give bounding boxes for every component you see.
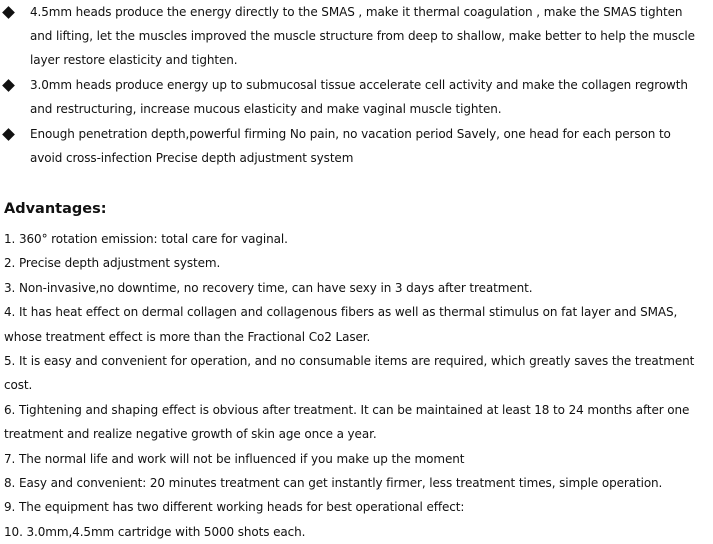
advantage-item: 10. 3.0mm,4.5mm cartridge with 5000 shots each. — [4, 524, 306, 539]
bullet-text: 3.0mm heads produce energy up to submucosal tissue accelerate cell activity and make the collagen regrowth and restructuring, increase mucous elasticity and make vaginal muscle tighten. — [30, 78, 688, 116]
advantage-item: 1. 360° rotation emission: total care for vaginal. — [4, 232, 288, 246]
bullet-text: Enough penetration depth,powerful firming No pain, no vacation period Savely, one head for each person to avoid cross-infection Precise depth adjustment system — [30, 127, 671, 165]
advantage-item: 5. It is easy and convenient for operation, and no consumable items are required, which greatly saves the treatment cost. — [4, 354, 695, 393]
advantage-item: 2. Precise depth adjustment system. — [4, 256, 221, 271]
bullet-text: 4.5mm heads produce the energy directly to the SMAS , make it thermal coagulation , make the SMAS tighten and lifting, let the muscles improved the muscle structure from deep to shallow, make better to help the muscle layer restore elasticity and tighten. — [30, 5, 695, 67]
advantage-item: 4. It has heat effect on dermal collagen and collagenous fibers as well as thermal stimulus on fat layer and SMAS, whose treatment effect is more than the Fractional Co2 Laser. — [4, 305, 678, 344]
diamond-bullet-icon — [2, 128, 15, 141]
diamond-bullet-icon — [2, 6, 15, 19]
advantage-item: 8. Easy and convenient: 20 minutes treatment can get instantly firmer, less treatment times, simple operation. — [4, 476, 663, 491]
bullet-item-3-0mm — [4, 73, 704, 121]
advantages-heading: Advantages: — [4, 201, 107, 217]
advantage-item: 7. The normal life and work will not be influenced if you make up the moment — [4, 451, 465, 466]
bullet-item-penetration — [4, 122, 704, 170]
advantage-item: 6. Tightening and shaping effect is obvious after treatment. It can be maintained at least 18 to 24 months after one treatment and realize negative growth of skin age once a year. — [4, 402, 690, 442]
diamond-bullet-icon — [2, 79, 15, 92]
bullet-item-4-5mm — [4, 0, 704, 72]
advantage-item: 9. The equipment has two different working heads for best operational effect: — [4, 500, 465, 515]
advantages-list — [4, 227, 710, 544]
advantage-item: 3. Non-invasive,no downtime, no recovery time, can have sexy in 3 days after treatment. — [4, 280, 533, 295]
